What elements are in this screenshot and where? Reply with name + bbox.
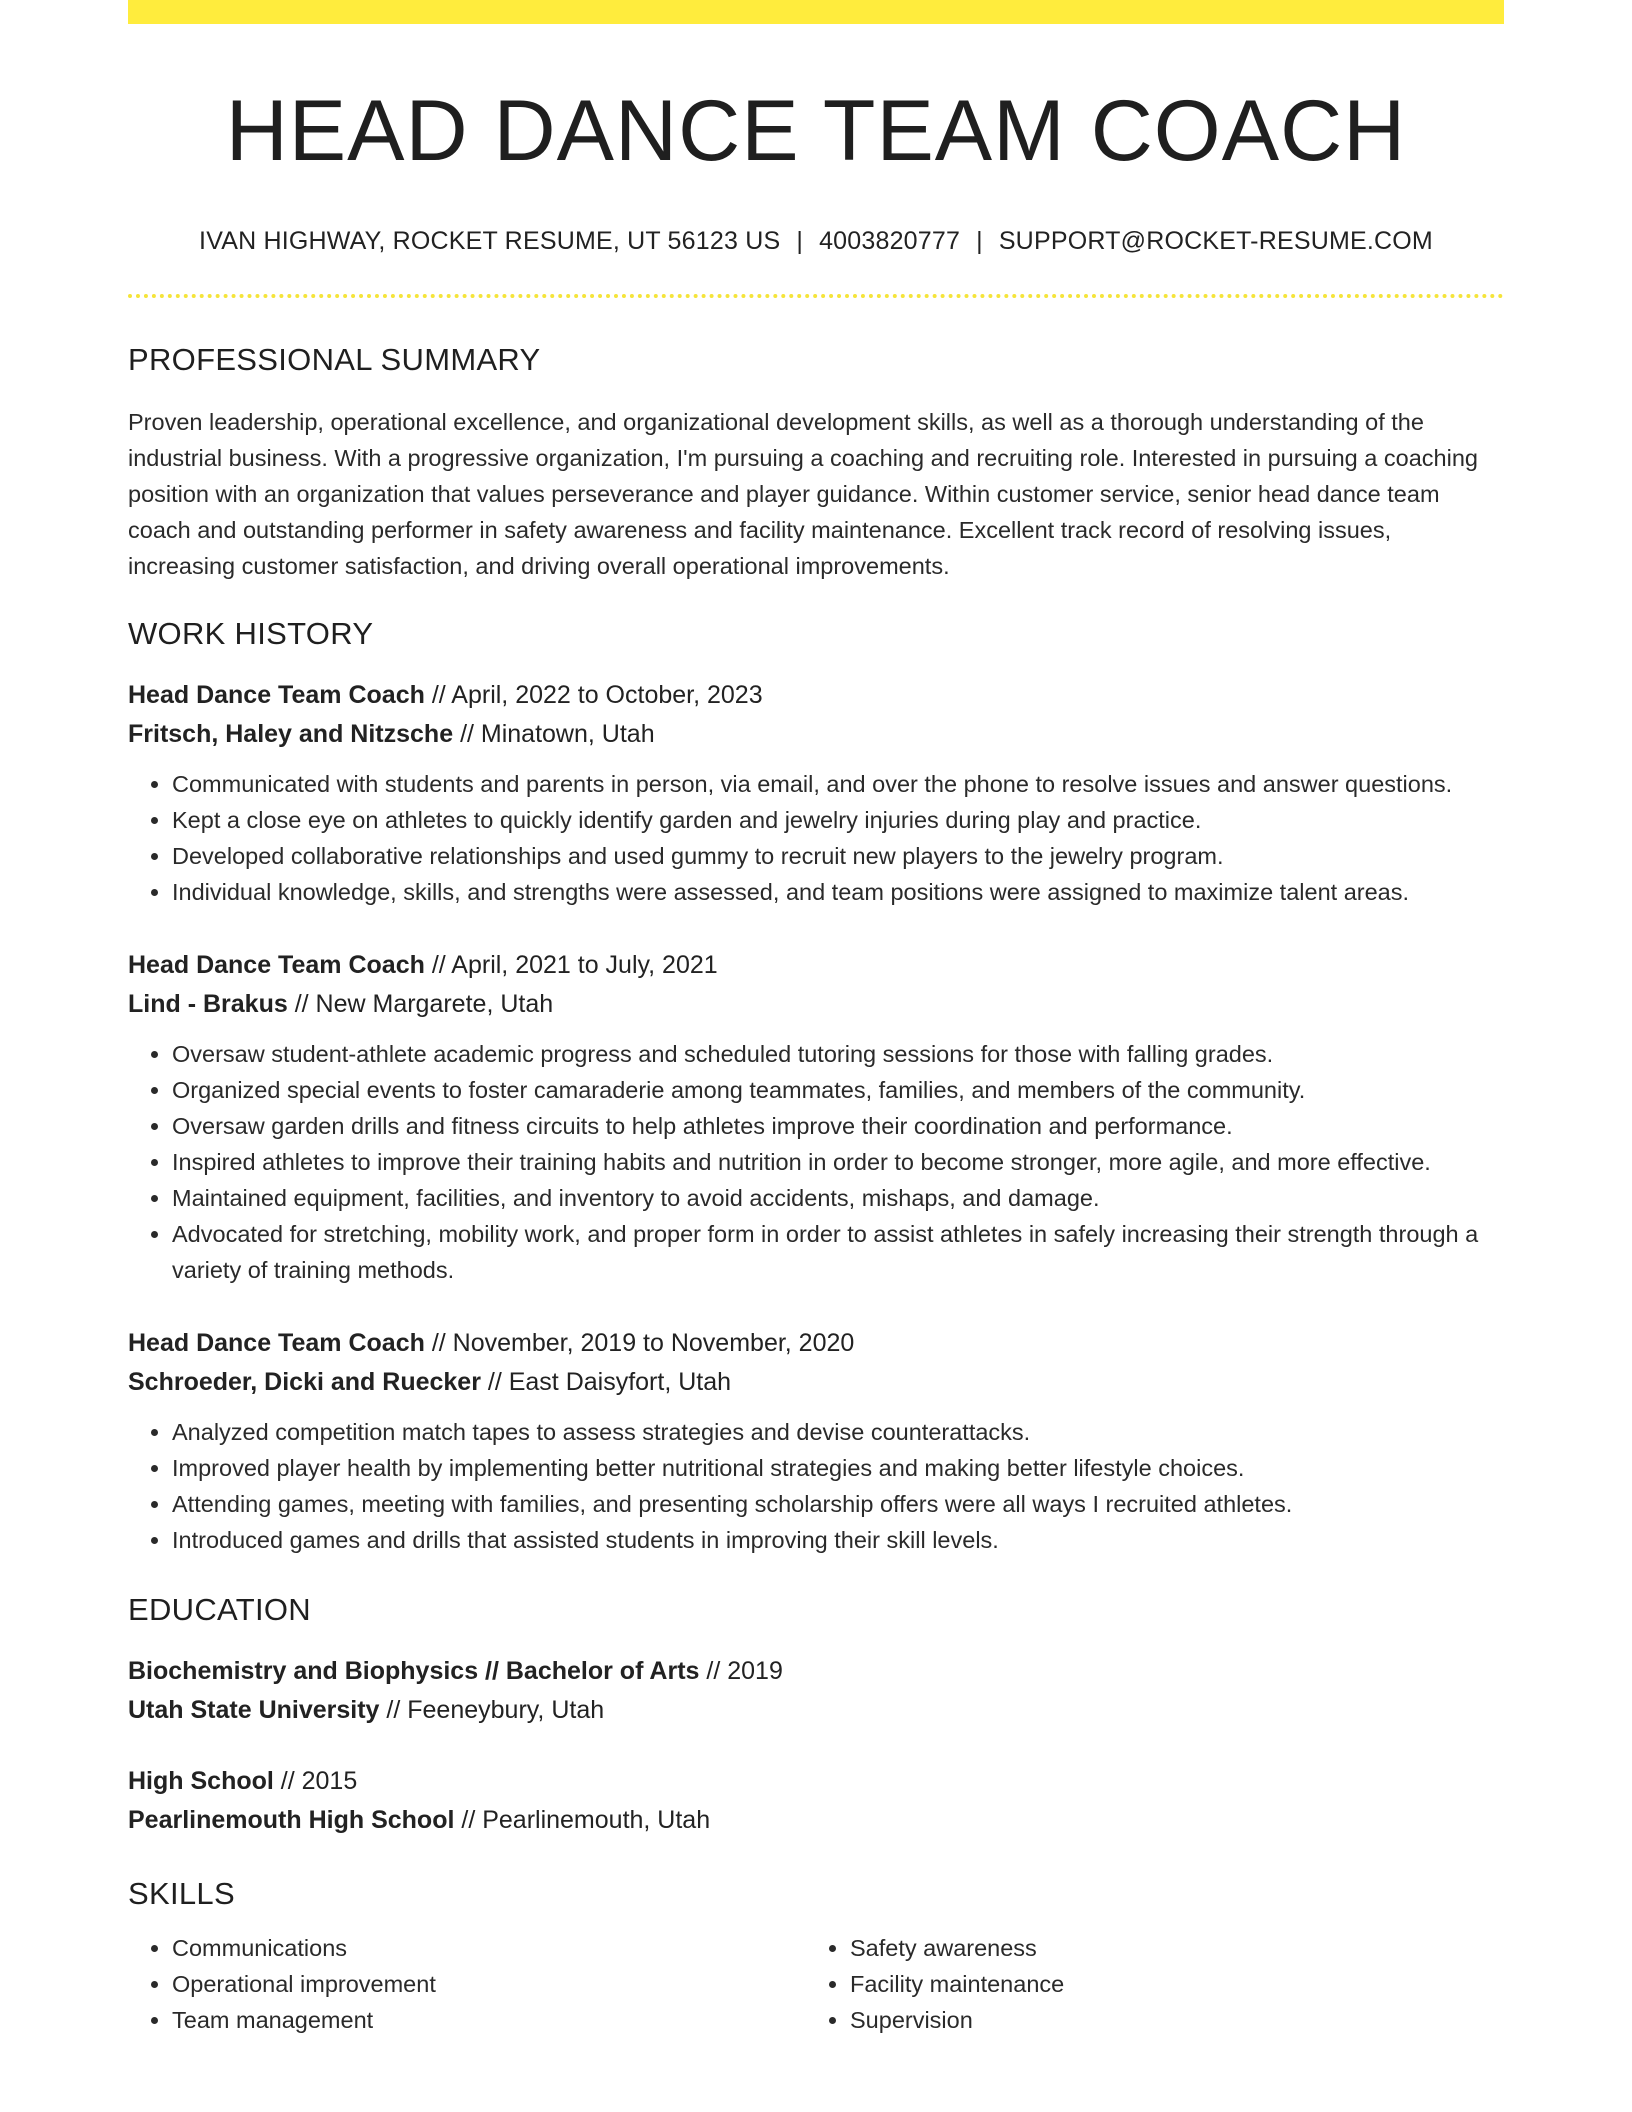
skills-list <box>806 1930 1484 2038</box>
job-dates: // April, 2021 to July, 2021 <box>431 950 718 979</box>
section-title-summary: PROFESSIONAL SUMMARY <box>128 341 541 377</box>
education-school-line <box>128 1801 1504 1840</box>
job-company: Schroeder, Dicki and Ruecker <box>128 1367 481 1396</box>
skill-item: • Facility maintenance <box>850 1966 1484 2002</box>
accent-top-bar <box>128 0 1504 24</box>
contact-email: SUPPORT@ROCKET-RESUME.COM <box>998 226 1433 255</box>
job-bullet: • Advocated for stretching, mobility work, and proper form in order to assist athletes in safely increasing their strength through a variety of training methods. <box>172 1216 1504 1288</box>
job-bullet: • Developed collaborative relationships and used gummy to recruit new players to the jewelry program. <box>172 838 1504 874</box>
job-bullet: • Organized special events to foster camaraderie among teammates, families, and members of the community. <box>172 1072 1504 1108</box>
job-bullet: • Inspired athletes to improve their training habits and nutrition in order to become stronger, more agile, and more effective. <box>172 1144 1504 1180</box>
job-company: Lind - Brakus <box>128 989 288 1018</box>
skills-list <box>128 1930 806 2038</box>
job-bullets <box>128 1414 1504 1558</box>
resume-page <box>128 0 1504 2038</box>
skills-column-left <box>128 1930 806 2038</box>
education-school: Utah State University <box>128 1695 380 1724</box>
education-entry <box>128 1762 1504 1840</box>
skill-item: • Team management <box>172 2002 806 2038</box>
job-bullet: • Oversaw student-athlete academic progress and scheduled tutoring sessions for those with falling grades. <box>172 1036 1504 1072</box>
skill-item: • Supervision <box>850 2002 1484 2038</box>
job-role-line <box>128 946 1504 985</box>
education-location: // Feeneybury, Utah <box>386 1695 605 1724</box>
job-bullet: • Analyzed competition match tapes to assess strategies and devise counterattacks. <box>172 1414 1504 1450</box>
education-degree: Biochemistry and Biophysics // Bachelor of Arts <box>128 1656 700 1685</box>
job-bullets <box>128 766 1504 910</box>
job-bullet: • Oversaw garden drills and fitness circuits to help athletes improve their coordination and performance. <box>172 1108 1504 1144</box>
skill-item: • Operational improvement <box>172 1966 806 2002</box>
job-entry <box>128 946 1504 1288</box>
section-title-education: EDUCATION <box>128 1591 311 1627</box>
education-location: // Pearlinemouth, Utah <box>461 1805 711 1834</box>
skills-column-right <box>806 1930 1484 2038</box>
skill-item: • Safety awareness <box>850 1930 1484 1966</box>
contact-separator: | <box>796 226 804 255</box>
job-dates: // November, 2019 to November, 2020 <box>431 1328 855 1357</box>
contact-address: IVAN HIGHWAY, ROCKET RESUME, UT 56123 US <box>199 226 781 255</box>
job-bullet: • Individual knowledge, skills, and strengths were assessed, and team positions were assigned to maximize talent areas. <box>172 874 1504 910</box>
resume-title: HEAD DANCE TEAM COACH <box>225 83 1407 179</box>
job-role-line <box>128 676 1504 715</box>
contact-phone: 4003820777 <box>819 226 961 255</box>
job-role: Head Dance Team Coach <box>128 680 425 709</box>
job-role: Head Dance Team Coach <box>128 1328 425 1357</box>
job-location: // Minatown, Utah <box>460 719 655 748</box>
section-title-work-history: WORK HISTORY <box>128 615 374 651</box>
skill-item: • Communications <box>172 1930 806 1966</box>
job-location: // East Daisyfort, Utah <box>487 1367 732 1396</box>
education-degree: High School <box>128 1766 274 1795</box>
contact-line <box>128 227 1504 256</box>
education-school: Pearlinemouth High School <box>128 1805 455 1834</box>
job-company-line <box>128 1363 1504 1402</box>
job-bullet: • Attending games, meeting with families, and presenting scholarship offers were all ways I recruited athletes. <box>172 1486 1504 1522</box>
job-entry <box>128 676 1504 910</box>
job-bullets <box>128 1036 1504 1288</box>
job-entry <box>128 1324 1504 1558</box>
job-company: Fritsch, Haley and Nitzsche <box>128 719 454 748</box>
job-dates: // April, 2022 to October, 2023 <box>431 680 763 709</box>
education-year: // 2015 <box>280 1766 358 1795</box>
education-year: // 2019 <box>706 1656 783 1685</box>
job-company-line <box>128 715 1504 754</box>
summary-text: Proven leadership, operational excellence, and organizational development skills, as well as a thorough understanding of the industrial business. With a progressive organization, I'm pursuing a coaching and recruiting role. Interested in pursuing a coaching position with an organization that values perseverance and player guidance. Within customer service, senior head dance team coach and outstanding performer in safety awareness and facility maintenance. Excellent track record of resolving issues, increasing customer satisfaction, and driving overall operational improvements. <box>128 408 1478 579</box>
section-title-skills: SKILLS <box>128 1875 235 1911</box>
job-location: // New Margarete, Utah <box>294 989 554 1018</box>
education-school-line <box>128 1691 1504 1730</box>
education-degree-line <box>128 1652 1504 1691</box>
job-bullet: • Improved player health by implementing better nutritional strategies and making better lifestyle choices. <box>172 1450 1504 1486</box>
job-bullet: • Communicated with students and parents in person, via email, and over the phone to resolve issues and answer questions. <box>172 766 1504 802</box>
education-entry <box>128 1652 1504 1730</box>
job-role-line <box>128 1324 1504 1363</box>
contact-separator: | <box>976 226 983 255</box>
job-role: Head Dance Team Coach <box>128 950 425 979</box>
job-bullet: • Maintained equipment, facilities, and inventory to avoid accidents, mishaps, and damage. <box>172 1180 1504 1216</box>
dotted-divider <box>128 294 1504 298</box>
education-degree-line <box>128 1762 1504 1801</box>
job-bullet: • Introduced games and drills that assisted students in improving their skill levels. <box>172 1522 1504 1558</box>
skills-grid <box>128 1930 1504 2038</box>
job-company-line <box>128 985 1504 1024</box>
job-bullet: • Kept a close eye on athletes to quickly identify garden and jewelry injuries during play and practice. <box>172 802 1504 838</box>
